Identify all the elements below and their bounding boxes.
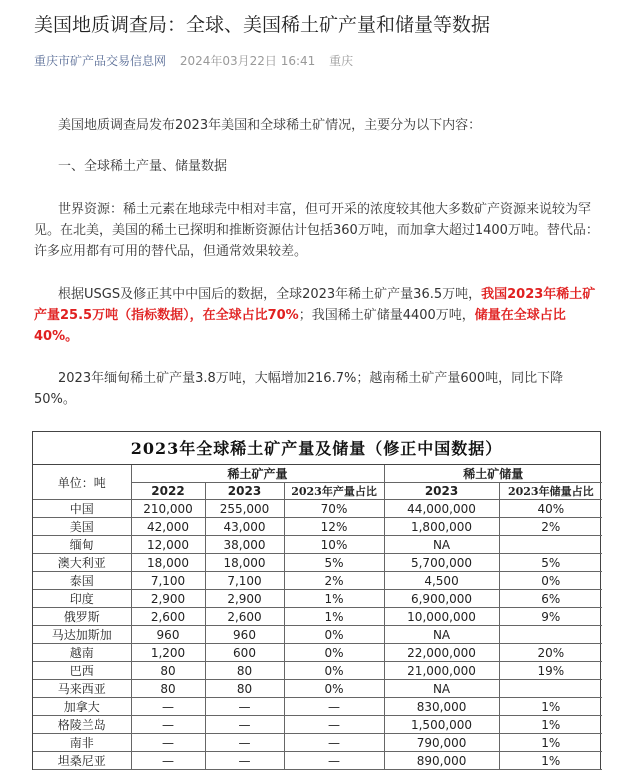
publish-time: 2024年03月22日 16:41 xyxy=(179,54,316,68)
table-row xyxy=(33,644,602,662)
country-cell: 坦桑尼亚 xyxy=(33,752,131,770)
reserve-2023-cell: 5,700,000 xyxy=(384,554,499,572)
reserve-share-header: 2023年储量占比 xyxy=(499,483,602,500)
country-cell: 美国 xyxy=(33,518,131,536)
production-2023-cell: — xyxy=(205,698,284,716)
intro-paragraph: 美国地质调查局发布2023年美国和全球稀土矿情况，主要分为以下内容： xyxy=(58,118,482,133)
production-2022-cell: 18,000 xyxy=(131,554,205,572)
article-title: 美国地质调查局：全球、美国稀土矿产量和储量等数据 xyxy=(34,14,491,36)
reserve-share-cell: 1% xyxy=(499,716,602,734)
table-row xyxy=(33,662,602,680)
table-row xyxy=(33,680,602,698)
reserve-share-cell: 5% xyxy=(499,554,602,572)
production-2023-cell: 960 xyxy=(205,626,284,644)
production-2023-cell: 7,100 xyxy=(205,572,284,590)
reserve-2023-cell: 1,800,000 xyxy=(384,518,499,536)
table-row xyxy=(33,536,602,554)
production-2022-cell: 80 xyxy=(131,662,205,680)
production-group-header: 稀土矿产量 xyxy=(131,465,384,483)
table-row xyxy=(33,500,602,518)
country-cell: 马来西亚 xyxy=(33,680,131,698)
reserve-share-cell xyxy=(499,536,602,554)
production-share-cell: 12% xyxy=(284,518,384,536)
prod-share-header: 2023年产量占比 xyxy=(284,483,384,500)
country-cell: 澳大利亚 xyxy=(33,554,131,572)
production-share-cell: — xyxy=(284,716,384,734)
production-2023-cell: 80 xyxy=(205,662,284,680)
reserve-2023-cell: 790,000 xyxy=(384,734,499,752)
production-2022-cell: — xyxy=(131,734,205,752)
table-row xyxy=(33,626,602,644)
reserve-2023-cell: 6,900,000 xyxy=(384,590,499,608)
production-2022-cell: 42,000 xyxy=(131,518,205,536)
reserve-share-cell: 0% xyxy=(499,572,602,590)
table-title: 2023年全球稀土矿产量及储量（修正中国数据） xyxy=(33,432,600,465)
reserve-share-cell: 9% xyxy=(499,608,602,626)
production-share-cell: — xyxy=(284,698,384,716)
reserve-2023-cell: 22,000,000 xyxy=(384,644,499,662)
production-2023-cell: 2,900 xyxy=(205,590,284,608)
table-row xyxy=(33,572,602,590)
country-cell: 缅甸 xyxy=(33,536,131,554)
production-share-cell: 0% xyxy=(284,662,384,680)
reserve-share-cell xyxy=(499,680,602,698)
table-row xyxy=(33,608,602,626)
reserve-2023-cell: 830,000 xyxy=(384,698,499,716)
reserve-2023-cell: 890,000 xyxy=(384,752,499,770)
reserve-share-cell: 2% xyxy=(499,518,602,536)
production-2022-cell: 1,200 xyxy=(131,644,205,662)
country-cell: 越南 xyxy=(33,644,131,662)
source-link[interactable]: 重庆市矿产品交易信息网 xyxy=(34,54,167,68)
reserve-2023-cell: 10,000,000 xyxy=(384,608,499,626)
reserve-2023-cell: NA xyxy=(384,536,499,554)
reserve-2023-cell: 21,000,000 xyxy=(384,662,499,680)
myanmar-vietnam-paragraph: 2023年缅甸稀土矿产量3.8万吨，大幅增加216.7%；越南稀土矿产量600吨，同比下降50%。 xyxy=(34,371,564,407)
production-2023-cell: 18,000 xyxy=(205,554,284,572)
country-cell: 加拿大 xyxy=(33,698,131,716)
reserve-share-cell: 1% xyxy=(499,752,602,770)
unit-header: 单位：吨 xyxy=(33,465,131,500)
reserve-2023-cell: 44,000,000 xyxy=(384,500,499,518)
production-share-cell: — xyxy=(284,734,384,752)
production-share-cell: 2% xyxy=(284,572,384,590)
table-row xyxy=(33,590,602,608)
reserve-share-cell: 40% xyxy=(499,500,602,518)
production-share-cell: 70% xyxy=(284,500,384,518)
table-row xyxy=(33,716,602,734)
country-cell: 泰国 xyxy=(33,572,131,590)
reserve-share-cell: 19% xyxy=(499,662,602,680)
production-2022-cell: 2,900 xyxy=(131,590,205,608)
production-2022-cell: — xyxy=(131,716,205,734)
production-2022-cell: — xyxy=(131,698,205,716)
production-2022-cell: — xyxy=(131,752,205,770)
article-meta xyxy=(34,52,353,69)
production-2023-cell: — xyxy=(205,716,284,734)
production-2022-cell: 7,100 xyxy=(131,572,205,590)
country-cell: 格陵兰岛 xyxy=(33,716,131,734)
production-2023-cell: — xyxy=(205,734,284,752)
country-cell: 南非 xyxy=(33,734,131,752)
reserve-2023-cell: NA xyxy=(384,626,499,644)
reserve-2023-header: 2023 xyxy=(384,483,499,500)
production-2023-cell: 80 xyxy=(205,680,284,698)
reserve-share-cell: 6% xyxy=(499,590,602,608)
publish-location: 重庆 xyxy=(329,54,354,68)
section-heading: 一、全球稀土产量、储量数据 xyxy=(58,159,228,174)
production-2023-cell: 2,600 xyxy=(205,608,284,626)
production-2022-cell: 2,600 xyxy=(131,608,205,626)
table-row xyxy=(33,734,602,752)
reserve-2023-cell: 4,500 xyxy=(384,572,499,590)
world-resources-paragraph: 世界资源：稀土元素在地球壳中相对丰富，但可开采的浓度较其他大多数矿产资源来说较为罕见。在北美，美国的稀土已探明和推断资源估计包括360万吨，而加拿大超过1400万吨。替代品：许多应用都有可用的替代品，但通常效果较差。 xyxy=(34,202,599,259)
rare-earth-table xyxy=(32,431,601,770)
production-share-cell: 0% xyxy=(284,680,384,698)
col-2022-header: 2022 xyxy=(131,483,205,500)
production-2023-cell: — xyxy=(205,752,284,770)
reserve-2023-cell: NA xyxy=(384,680,499,698)
country-cell: 印度 xyxy=(33,590,131,608)
production-share-cell: 1% xyxy=(284,608,384,626)
reserve-share-cell: 1% xyxy=(499,698,602,716)
country-cell: 中国 xyxy=(33,500,131,518)
table-row xyxy=(33,752,602,770)
production-2022-cell: 210,000 xyxy=(131,500,205,518)
production-share-cell: 1% xyxy=(284,590,384,608)
data-table xyxy=(33,465,602,770)
col-2023-header: 2023 xyxy=(205,483,284,500)
country-cell: 马达加斯加 xyxy=(33,626,131,644)
production-share-cell: 10% xyxy=(284,536,384,554)
country-cell: 巴西 xyxy=(33,662,131,680)
production-2022-cell: 960 xyxy=(131,626,205,644)
table-row xyxy=(33,554,602,572)
production-2022-cell: 12,000 xyxy=(131,536,205,554)
reserve-share-cell: 1% xyxy=(499,734,602,752)
production-2023-cell: 255,000 xyxy=(205,500,284,518)
reserve-group-header: 稀土矿储量 xyxy=(384,465,602,483)
production-share-cell: 0% xyxy=(284,626,384,644)
reserve-share-cell xyxy=(499,626,602,644)
table-row xyxy=(33,698,602,716)
production-2023-cell: 600 xyxy=(205,644,284,662)
production-share-cell: — xyxy=(284,752,384,770)
country-cell: 俄罗斯 xyxy=(33,608,131,626)
production-2023-cell: 43,000 xyxy=(205,518,284,536)
production-2022-cell: 80 xyxy=(131,680,205,698)
reserve-2023-cell: 1,500,000 xyxy=(384,716,499,734)
production-2023-cell: 38,000 xyxy=(205,536,284,554)
production-paragraph: 根据USGS及修正其中中国后的数据，全球2023年稀土矿产量36.5万吨，我国2023年稀土矿产量25.5万吨（指标数据），在全球占比70%；我国稀土矿储量4400万吨，储量在全球占比40%。 xyxy=(34,287,596,344)
table-row xyxy=(33,518,602,536)
reserve-share-cell: 20% xyxy=(499,644,602,662)
production-share-cell: 5% xyxy=(284,554,384,572)
production-share-cell: 0% xyxy=(284,644,384,662)
